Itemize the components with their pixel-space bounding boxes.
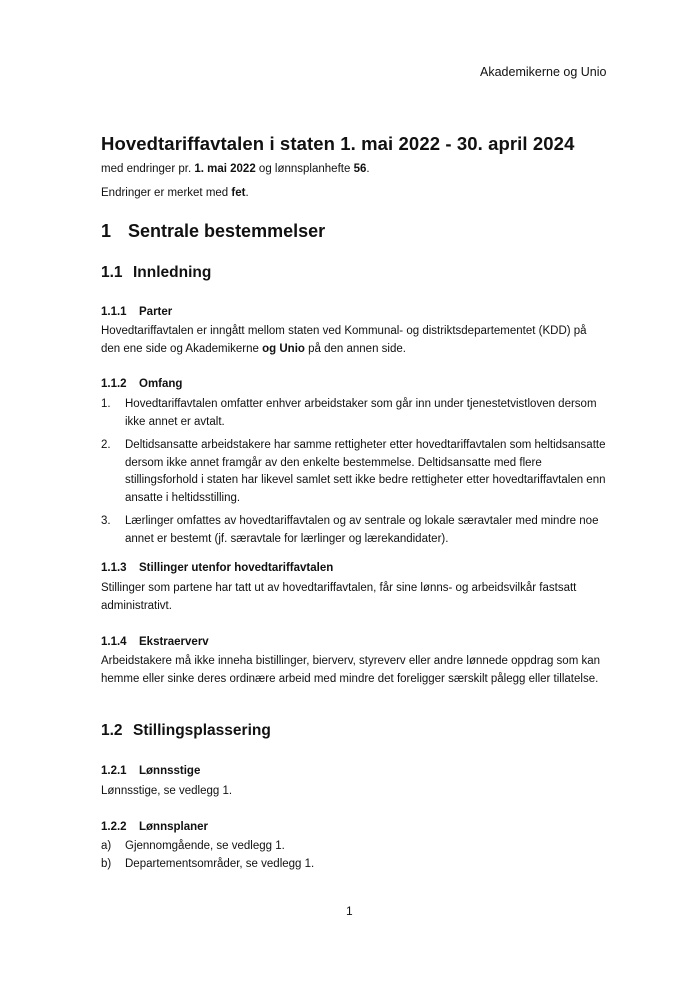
list-item: 3. Lærlinger omfattes av hovedtariffavtalen og av sentrale og lokale særavtaler med mindre noe annet er bestemt (jf. særavtale for lærlinger og lærekandidater). (101, 515, 599, 545)
document-title: Hovedtariffavtalen i staten 1. mai 2022 - 30. april 2024 (101, 133, 575, 154)
section-1-heading: 1 Sentrale bestemmelser (101, 221, 326, 241)
section-1-1-3-text: Stillinger som partene har tatt ut av hovedtariffavtalen, får sine lønns- og arbeidsvilkår fastsatt administrativt. (101, 582, 577, 612)
section-1-1-1-text: Hovedtariffavtalen er inngått mellom staten ved Kommunal- og distriktsdepartementet (KDD) på den ene side og Akademikerne og Unio på den annen side. (101, 325, 587, 355)
section-1-2-heading: 1.2 Stillingsplassering (101, 722, 271, 739)
section-1-1-4-text: Arbeidstakere må ikke inneha bistillinger, bierverv, styreverv eller andre lønnede oppdrag som kan hemme eller sinke deres ordinære arbeid med mindre det foreligger særskilt pålegg eller tillatelse. (101, 655, 601, 685)
section-1-1-heading: 1.1 Innledning (101, 264, 212, 281)
scope-list (101, 396, 606, 554)
section-1-2-2-heading: 1.2.2 Lønnsplaner (101, 821, 209, 833)
section-1-1-1-heading: 1.1.1 Parter (101, 306, 173, 318)
document-subtitle: med endringer pr. 1. mai 2022 og lønnsplanhefte 56. (101, 163, 370, 175)
list-item: 1. Hovedtariffavtalen omfatter enhver arbeidstaker som går inn under tjenestetvistloven dersom ikke annet er avtalt. (101, 398, 597, 428)
section-1-1-2-heading: 1.1.2 Omfang (101, 378, 183, 390)
section-1-2-1-text: Lønnsstige, se vedlegg 1. (101, 785, 233, 797)
section-1-1-4-heading: 1.1.4 Ekstraerverv (101, 636, 209, 648)
section-1-2-1-heading: 1.2.1 Lønnsstige (101, 765, 201, 777)
list-item: a) Gjennomgående, se vedlegg 1. (101, 840, 285, 852)
list-item: 2. Deltidsansatte arbeidstakere har samme rettigheter etter hovedtariffavtalen som heltidsansatte dersom ikke annet framgår av den enkelte bestemmelse. Deltidsansatte med flere stillingsforhold i staten har likevel samlet sett ikke bedre rettigheter etter hovedtariffavtalen enn ansatte i heltidsstilling. (101, 439, 606, 504)
list-item: b) Departementsområder, se vedlegg 1. (101, 857, 315, 870)
salary-plans-list (101, 838, 606, 873)
section-1-1-3-heading: 1.1.3 Stillinger utenfor hovedtariffavtalen (101, 562, 334, 574)
changes-note: Endringer er merket med fet. (101, 187, 249, 199)
page-number: 1 (346, 904, 353, 918)
header-organization: Akademikerne og Unio (480, 65, 607, 79)
